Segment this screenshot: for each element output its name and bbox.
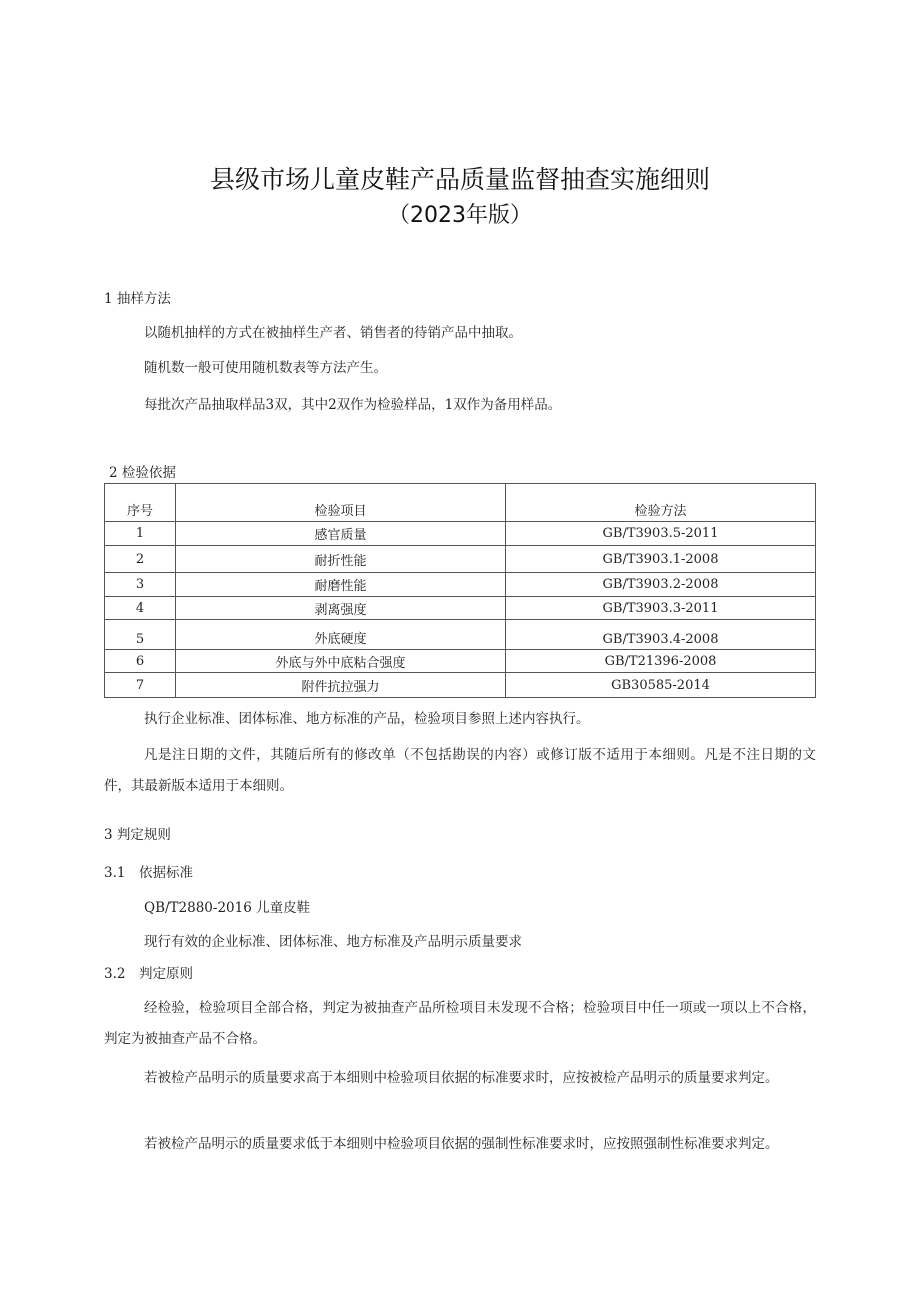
inspection-items-table — [104, 483, 816, 698]
table-cell: GB30585-2014 — [506, 673, 816, 698]
table-cell: 7 — [105, 673, 176, 698]
section-2-heading: 2 检验依据 — [109, 465, 176, 481]
table-row — [105, 650, 816, 673]
table-cell: 外底与外中底粘合强度 — [176, 650, 506, 673]
table-cell: 1 — [105, 522, 176, 546]
section-1-paragraph: 随机数一般可使用随机数表等方法产生。 — [144, 360, 387, 376]
subsection-3-1-heading: 3.1 依据标准 — [104, 865, 193, 881]
subsection-3-1-paragraph: QB/T2880-2016 儿童皮鞋 — [144, 900, 311, 916]
table-cell: GB/T3903.4-2008 — [506, 620, 816, 650]
subsection-3-2-paragraph: 若被检产品明示的质量要求高于本细则中检验项目依据的标准要求时，应按被检产品明示的质量要求判定。 — [144, 1070, 779, 1086]
table-row — [105, 546, 816, 573]
section-1-paragraph: 以随机抽样的方式在被抽样生产者、销售者的待销产品中抽取。 — [144, 325, 522, 341]
document-subtitle: （2023年版） — [388, 203, 532, 228]
table-cell: GB/T3903.1-2008 — [506, 546, 816, 573]
table-cell: 外底硬度 — [176, 620, 506, 650]
table-cell: 3 — [105, 573, 176, 597]
table-cell: 5 — [105, 620, 176, 650]
section-1-paragraph: 每批次产品抽取样品3双，其中2双作为检验样品，1双作为备用样品。 — [144, 397, 562, 413]
subsection-3-2-heading: 3.2 判定原则 — [104, 966, 193, 982]
header-cell: 检验项目 — [176, 484, 506, 522]
section-3-heading: 3 判定规则 — [104, 827, 171, 843]
document-title: 县级市场儿童皮鞋产品质量监督抽查实施细则 — [209, 165, 710, 194]
table-cell: 耐折性能 — [176, 546, 506, 573]
section-1-heading: 1 抽样方法 — [104, 291, 171, 307]
table-cell: 耐磨性能 — [176, 573, 506, 597]
table-row — [105, 673, 816, 698]
table-row — [105, 597, 816, 620]
table-cell: 感官质量 — [176, 522, 506, 546]
table-cell: GB/T3903.3-2011 — [506, 597, 816, 620]
table-cell: GB/T21396-2008 — [506, 650, 816, 673]
section-2-paragraph: 执行企业标准、团体标准、地方标准的产品，检验项目参照上述内容执行。 — [144, 711, 590, 727]
table-cell: 附件抗拉强力 — [176, 673, 506, 698]
table-cell: 剥离强度 — [176, 597, 506, 620]
table-cell: 6 — [105, 650, 176, 673]
table-row — [105, 620, 816, 650]
header-cell: 检验方法 — [506, 484, 816, 522]
header-cell: 序号 — [105, 484, 176, 522]
section-2-paragraph: 凡是注日期的文件，其随后所有的修改单（不包括勘误的内容）或修订版不适用于本细则。凡是不注日期的文件，其最新版本适用于本细则。 — [104, 747, 816, 794]
table-cell: 4 — [105, 597, 176, 620]
table-cell: GB/T3903.2-2008 — [506, 573, 816, 597]
subsection-3-1-paragraph: 现行有效的企业标准、团体标准、地方标准及产品明示质量要求 — [144, 934, 522, 950]
table-header-row — [105, 484, 816, 522]
table-row — [105, 573, 816, 597]
table-cell: GB/T3903.5-2011 — [506, 522, 816, 546]
table-row — [105, 522, 816, 546]
subsection-3-2-paragraph: 若被检产品明示的质量要求低于本细则中检验项目依据的强制性标准要求时，应按照强制性标准要求判定。 — [144, 1136, 779, 1152]
table-cell: 2 — [105, 546, 176, 573]
subsection-3-2-paragraph: 经检验，检验项目全部合格，判定为被抽查产品所检项目未发现不合格；检验项目中任一项或一项以上不合格，判定为被抽查产品不合格。 — [104, 1000, 816, 1047]
